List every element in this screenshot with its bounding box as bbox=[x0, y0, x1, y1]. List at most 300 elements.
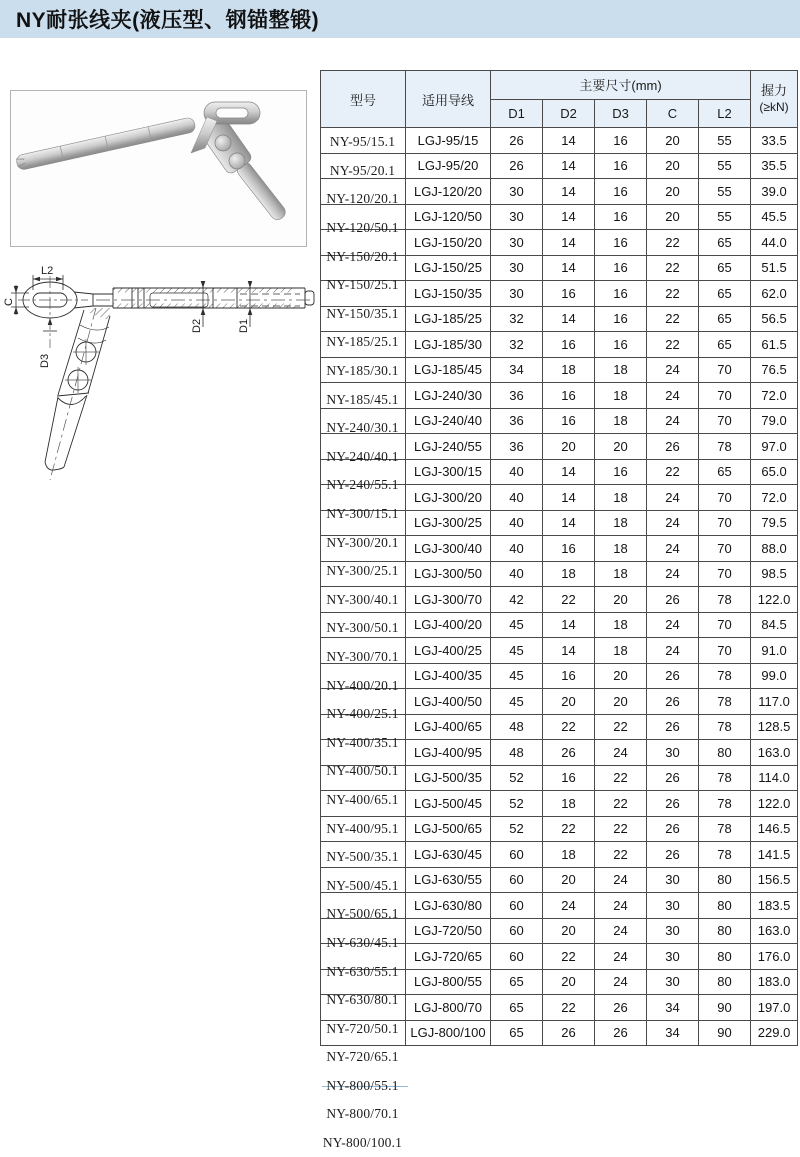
model-cell-placeholder bbox=[321, 332, 406, 358]
value-cell: 14 bbox=[543, 459, 595, 485]
table-row bbox=[321, 383, 798, 409]
value-cell: 22 bbox=[543, 816, 595, 842]
value-cell: 26 bbox=[647, 689, 699, 715]
model-cell-placeholder bbox=[321, 536, 406, 562]
model-cell-placeholder bbox=[321, 1020, 406, 1046]
header-grip-line1: 握力 bbox=[761, 82, 788, 98]
value-cell: 24 bbox=[595, 867, 647, 893]
table-row bbox=[321, 587, 798, 613]
value-cell: 39.0 bbox=[751, 179, 798, 205]
value-cell: 30 bbox=[491, 179, 543, 205]
value-cell: 97.0 bbox=[751, 434, 798, 460]
value-cell: 22 bbox=[647, 332, 699, 358]
value-cell: 70 bbox=[699, 536, 751, 562]
conductor-cell: LGJ-240/40 bbox=[406, 408, 491, 434]
model-cell-placeholder bbox=[321, 612, 406, 638]
value-cell: 20 bbox=[543, 918, 595, 944]
table-row bbox=[321, 485, 798, 511]
value-cell: 26 bbox=[543, 740, 595, 766]
model-label: NY-150/20.1 bbox=[326, 248, 399, 264]
value-cell: 80 bbox=[699, 918, 751, 944]
header-grip-line2: (≥kN) bbox=[759, 100, 789, 114]
conductor-cell: LGJ-150/25 bbox=[406, 255, 491, 281]
value-cell: 18 bbox=[595, 612, 647, 638]
value-cell: 40 bbox=[491, 459, 543, 485]
dim-label-c: C bbox=[3, 298, 15, 306]
table-row bbox=[321, 459, 798, 485]
value-cell: 78 bbox=[699, 587, 751, 613]
value-cell: 18 bbox=[595, 383, 647, 409]
conductor-cell: LGJ-500/45 bbox=[406, 791, 491, 817]
table-row bbox=[321, 408, 798, 434]
value-cell: 18 bbox=[595, 510, 647, 536]
value-cell: 30 bbox=[647, 918, 699, 944]
value-cell: 55 bbox=[699, 179, 751, 205]
value-cell: 24 bbox=[647, 485, 699, 511]
model-label: NY-120/50.1 bbox=[326, 220, 399, 236]
value-cell: 163.0 bbox=[751, 740, 798, 766]
value-cell: 55 bbox=[699, 153, 751, 179]
value-cell: 197.0 bbox=[751, 995, 798, 1021]
value-cell: 183.0 bbox=[751, 969, 798, 995]
value-cell: 60 bbox=[491, 918, 543, 944]
value-cell: 70 bbox=[699, 408, 751, 434]
header-dims-group: 主要尺寸(mm) bbox=[491, 71, 751, 100]
model-cell-placeholder bbox=[321, 816, 406, 842]
value-cell: 24 bbox=[543, 893, 595, 919]
dim-label-d1: D1 bbox=[238, 318, 250, 333]
value-cell: 14 bbox=[543, 255, 595, 281]
header-grip bbox=[751, 71, 798, 128]
conductor-cell: LGJ-300/25 bbox=[406, 510, 491, 536]
value-cell: 30 bbox=[647, 867, 699, 893]
header-c: C bbox=[647, 99, 699, 128]
value-cell: 36 bbox=[491, 408, 543, 434]
value-cell: 30 bbox=[647, 944, 699, 970]
conductor-cell: LGJ-185/45 bbox=[406, 357, 491, 383]
model-label: NY-500/35.1 bbox=[326, 849, 399, 865]
value-cell: 45 bbox=[491, 689, 543, 715]
value-cell: 45.5 bbox=[751, 204, 798, 230]
conductor-cell: LGJ-630/45 bbox=[406, 842, 491, 868]
value-cell: 70 bbox=[699, 638, 751, 664]
value-cell: 24 bbox=[595, 893, 647, 919]
value-cell: 35.5 bbox=[751, 153, 798, 179]
photo-bolt-boss-1 bbox=[215, 135, 231, 151]
value-cell: 79.5 bbox=[751, 510, 798, 536]
model-label: NY-720/50.1 bbox=[326, 1020, 399, 1036]
model-cell-placeholder bbox=[321, 434, 406, 460]
header-d1: D1 bbox=[491, 99, 543, 128]
value-cell: 16 bbox=[595, 281, 647, 307]
value-cell: 16 bbox=[595, 230, 647, 256]
value-cell: 80 bbox=[699, 893, 751, 919]
model-label: NY-400/25.1 bbox=[326, 706, 399, 722]
value-cell: 78 bbox=[699, 689, 751, 715]
value-cell: 24 bbox=[595, 944, 647, 970]
value-cell: 26 bbox=[647, 765, 699, 791]
dimension-diagram-image bbox=[0, 250, 320, 585]
value-cell: 60 bbox=[491, 944, 543, 970]
value-cell: 90 bbox=[699, 1020, 751, 1046]
value-cell: 26 bbox=[647, 434, 699, 460]
model-cell-placeholder bbox=[321, 153, 406, 179]
table-row bbox=[321, 179, 798, 205]
value-cell: 42 bbox=[491, 587, 543, 613]
value-cell: 22 bbox=[595, 816, 647, 842]
value-cell: 24 bbox=[647, 612, 699, 638]
model-label: NY-630/55.1 bbox=[326, 963, 399, 979]
value-cell: 78 bbox=[699, 765, 751, 791]
value-cell: 24 bbox=[647, 561, 699, 587]
value-cell: 65 bbox=[699, 281, 751, 307]
value-cell: 65 bbox=[699, 306, 751, 332]
value-cell: 78 bbox=[699, 791, 751, 817]
value-cell: 183.5 bbox=[751, 893, 798, 919]
model-label: NY-150/35.1 bbox=[326, 305, 399, 321]
value-cell: 78 bbox=[699, 663, 751, 689]
value-cell: 65 bbox=[491, 969, 543, 995]
value-cell: 26 bbox=[647, 663, 699, 689]
value-cell: 141.5 bbox=[751, 842, 798, 868]
model-label: NY-300/20.1 bbox=[326, 534, 399, 550]
table-row bbox=[321, 765, 798, 791]
model-cell-placeholder bbox=[321, 638, 406, 664]
value-cell: 26 bbox=[647, 714, 699, 740]
conductor-cell: LGJ-720/50 bbox=[406, 918, 491, 944]
conductor-cell: LGJ-400/65 bbox=[406, 714, 491, 740]
model-cell-placeholder bbox=[321, 204, 406, 230]
conductor-cell: LGJ-800/100 bbox=[406, 1020, 491, 1046]
value-cell: 14 bbox=[543, 230, 595, 256]
model-cell-placeholder bbox=[321, 485, 406, 511]
table-row bbox=[321, 1020, 798, 1046]
conductor-cell: LGJ-400/95 bbox=[406, 740, 491, 766]
value-cell: 16 bbox=[595, 306, 647, 332]
value-cell: 20 bbox=[647, 128, 699, 154]
conductor-cell: LGJ-800/70 bbox=[406, 995, 491, 1021]
header-model: 型号 bbox=[321, 71, 406, 128]
header-d3: D3 bbox=[595, 99, 647, 128]
page-title: NY耐张线夹(液压型、钢锚整锻) bbox=[16, 9, 320, 32]
value-cell: 78 bbox=[699, 816, 751, 842]
value-cell: 60 bbox=[491, 867, 543, 893]
artifact-line bbox=[322, 1086, 408, 1087]
value-cell: 18 bbox=[543, 842, 595, 868]
conductor-cell: LGJ-95/20 bbox=[406, 153, 491, 179]
value-cell: 30 bbox=[491, 230, 543, 256]
table-row bbox=[321, 434, 798, 460]
model-cell-placeholder bbox=[321, 281, 406, 307]
model-cell-placeholder bbox=[321, 765, 406, 791]
value-cell: 24 bbox=[595, 740, 647, 766]
model-label: NY-500/65.1 bbox=[326, 906, 399, 922]
table-row bbox=[321, 638, 798, 664]
conductor-cell: LGJ-240/55 bbox=[406, 434, 491, 460]
conductor-cell: LGJ-500/35 bbox=[406, 765, 491, 791]
value-cell: 65.0 bbox=[751, 459, 798, 485]
value-cell: 14 bbox=[543, 510, 595, 536]
value-cell: 40 bbox=[491, 561, 543, 587]
value-cell: 18 bbox=[595, 638, 647, 664]
photo-anchor-tube bbox=[234, 160, 288, 223]
value-cell: 78 bbox=[699, 714, 751, 740]
table-row bbox=[321, 816, 798, 842]
model-label: NY-400/20.1 bbox=[326, 677, 399, 693]
value-cell: 45 bbox=[491, 663, 543, 689]
value-cell: 16 bbox=[595, 255, 647, 281]
value-cell: 56.5 bbox=[751, 306, 798, 332]
conductor-cell: LGJ-150/20 bbox=[406, 230, 491, 256]
table-row bbox=[321, 230, 798, 256]
conductor-cell: LGJ-400/20 bbox=[406, 612, 491, 638]
conductor-cell: LGJ-500/65 bbox=[406, 816, 491, 842]
table-row bbox=[321, 867, 798, 893]
value-cell: 24 bbox=[647, 357, 699, 383]
model-cell-placeholder bbox=[321, 995, 406, 1021]
value-cell: 14 bbox=[543, 485, 595, 511]
value-cell: 24 bbox=[647, 408, 699, 434]
value-cell: 14 bbox=[543, 612, 595, 638]
value-cell: 48 bbox=[491, 714, 543, 740]
value-cell: 26 bbox=[543, 1020, 595, 1046]
conductor-cell: LGJ-95/15 bbox=[406, 128, 491, 154]
table-row bbox=[321, 791, 798, 817]
model-cell-placeholder bbox=[321, 714, 406, 740]
value-cell: 55 bbox=[699, 128, 751, 154]
model-label: NY-240/40.1 bbox=[326, 448, 399, 464]
table-row bbox=[321, 510, 798, 536]
value-cell: 14 bbox=[543, 638, 595, 664]
value-cell: 52 bbox=[491, 816, 543, 842]
value-cell: 14 bbox=[543, 128, 595, 154]
conductor-cell: LGJ-300/70 bbox=[406, 587, 491, 613]
value-cell: 26 bbox=[647, 816, 699, 842]
conductor-cell: LGJ-300/40 bbox=[406, 536, 491, 562]
value-cell: 65 bbox=[491, 1020, 543, 1046]
value-cell: 70 bbox=[699, 383, 751, 409]
value-cell: 16 bbox=[543, 408, 595, 434]
value-cell: 26 bbox=[595, 995, 647, 1021]
value-cell: 55 bbox=[699, 204, 751, 230]
model-cell-placeholder bbox=[321, 918, 406, 944]
table-row bbox=[321, 714, 798, 740]
value-cell: 24 bbox=[647, 536, 699, 562]
value-cell: 65 bbox=[699, 332, 751, 358]
value-cell: 22 bbox=[647, 230, 699, 256]
model-label: NY-185/45.1 bbox=[326, 391, 399, 407]
dim-label-d3: D3 bbox=[39, 353, 51, 368]
value-cell: 24 bbox=[647, 510, 699, 536]
spec-table-body bbox=[321, 128, 798, 1046]
value-cell: 20 bbox=[543, 434, 595, 460]
value-cell: 26 bbox=[491, 128, 543, 154]
value-cell: 18 bbox=[595, 536, 647, 562]
product-photo-image bbox=[11, 91, 306, 246]
table-row bbox=[321, 204, 798, 230]
header-l2: L2 bbox=[699, 99, 751, 128]
value-cell: 20 bbox=[543, 689, 595, 715]
model-label: NY-300/50.1 bbox=[326, 620, 399, 636]
value-cell: 65 bbox=[699, 255, 751, 281]
value-cell: 26 bbox=[647, 842, 699, 868]
value-cell: 80 bbox=[699, 867, 751, 893]
value-cell: 70 bbox=[699, 612, 751, 638]
conductor-cell: LGJ-300/15 bbox=[406, 459, 491, 485]
value-cell: 18 bbox=[543, 791, 595, 817]
model-label: NY-400/65.1 bbox=[326, 791, 399, 807]
value-cell: 40 bbox=[491, 536, 543, 562]
table-row bbox=[321, 357, 798, 383]
value-cell: 32 bbox=[491, 332, 543, 358]
table-row bbox=[321, 944, 798, 970]
conductor-cell: LGJ-185/30 bbox=[406, 332, 491, 358]
value-cell: 99.0 bbox=[751, 663, 798, 689]
value-cell: 44.0 bbox=[751, 230, 798, 256]
value-cell: 45 bbox=[491, 638, 543, 664]
value-cell: 16 bbox=[595, 179, 647, 205]
model-label: NY-300/25.1 bbox=[326, 563, 399, 579]
table-row bbox=[321, 740, 798, 766]
value-cell: 70 bbox=[699, 561, 751, 587]
value-cell: 20 bbox=[543, 867, 595, 893]
model-cell-placeholder bbox=[321, 383, 406, 409]
model-cell-placeholder bbox=[321, 791, 406, 817]
model-cell-placeholder bbox=[321, 689, 406, 715]
value-cell: 14 bbox=[543, 153, 595, 179]
model-cell-placeholder bbox=[321, 561, 406, 587]
model-label: NY-95/15.1 bbox=[329, 134, 396, 150]
value-cell: 78 bbox=[699, 434, 751, 460]
conductor-cell: LGJ-800/55 bbox=[406, 969, 491, 995]
value-cell: 72.0 bbox=[751, 485, 798, 511]
value-cell: 32 bbox=[491, 306, 543, 332]
model-label: NY-120/20.1 bbox=[326, 191, 399, 207]
table-row bbox=[321, 255, 798, 281]
value-cell: 22 bbox=[595, 791, 647, 817]
table-row bbox=[321, 306, 798, 332]
value-cell: 20 bbox=[595, 434, 647, 460]
dim-label-l2: L2 bbox=[41, 265, 54, 277]
model-cell-placeholder bbox=[321, 867, 406, 893]
value-cell: 24 bbox=[595, 918, 647, 944]
model-cell-placeholder bbox=[321, 510, 406, 536]
value-cell: 26 bbox=[595, 1020, 647, 1046]
dimension-diagram bbox=[0, 250, 320, 585]
dim-label-d2: D2 bbox=[191, 318, 203, 333]
value-cell: 146.5 bbox=[751, 816, 798, 842]
value-cell: 80 bbox=[699, 740, 751, 766]
model-cell-placeholder bbox=[321, 842, 406, 868]
value-cell: 79.0 bbox=[751, 408, 798, 434]
table-row bbox=[321, 561, 798, 587]
value-cell: 65 bbox=[699, 459, 751, 485]
value-cell: 128.5 bbox=[751, 714, 798, 740]
value-cell: 22 bbox=[647, 255, 699, 281]
model-label: NY-95/20.1 bbox=[329, 162, 396, 178]
conductor-cell: LGJ-150/35 bbox=[406, 281, 491, 307]
value-cell: 45 bbox=[491, 612, 543, 638]
value-cell: 24 bbox=[647, 383, 699, 409]
value-cell: 52 bbox=[491, 765, 543, 791]
model-label: NY-240/30.1 bbox=[326, 420, 399, 436]
model-label: NY-185/25.1 bbox=[326, 334, 399, 350]
value-cell: 90 bbox=[699, 995, 751, 1021]
value-cell: 52 bbox=[491, 791, 543, 817]
model-label: NY-300/40.1 bbox=[326, 591, 399, 607]
table-row bbox=[321, 969, 798, 995]
table-row bbox=[321, 663, 798, 689]
model-cell-placeholder bbox=[321, 408, 406, 434]
value-cell: 20 bbox=[543, 969, 595, 995]
value-cell: 61.5 bbox=[751, 332, 798, 358]
value-cell: 18 bbox=[595, 357, 647, 383]
header-conductor: 适用导线 bbox=[406, 71, 491, 128]
value-cell: 30 bbox=[491, 255, 543, 281]
value-cell: 20 bbox=[595, 587, 647, 613]
value-cell: 229.0 bbox=[751, 1020, 798, 1046]
model-label: NY-300/70.1 bbox=[326, 648, 399, 664]
value-cell: 22 bbox=[595, 714, 647, 740]
value-cell: 24 bbox=[647, 638, 699, 664]
conductor-cell: LGJ-185/25 bbox=[406, 306, 491, 332]
value-cell: 176.0 bbox=[751, 944, 798, 970]
value-cell: 16 bbox=[543, 536, 595, 562]
table-row bbox=[321, 332, 798, 358]
value-cell: 34 bbox=[647, 1020, 699, 1046]
value-cell: 22 bbox=[595, 765, 647, 791]
conductor-cell: LGJ-630/55 bbox=[406, 867, 491, 893]
model-label: NY-800/100.1 bbox=[322, 1135, 403, 1151]
value-cell: 22 bbox=[595, 842, 647, 868]
value-cell: 22 bbox=[647, 306, 699, 332]
value-cell: 70 bbox=[699, 357, 751, 383]
conductor-cell: LGJ-240/30 bbox=[406, 383, 491, 409]
value-cell: 20 bbox=[647, 204, 699, 230]
model-cell-placeholder bbox=[321, 944, 406, 970]
value-cell: 26 bbox=[647, 587, 699, 613]
value-cell: 14 bbox=[543, 204, 595, 230]
model-label: NY-500/45.1 bbox=[326, 877, 399, 893]
value-cell: 76.5 bbox=[751, 357, 798, 383]
value-cell: 84.5 bbox=[751, 612, 798, 638]
value-cell: 18 bbox=[595, 408, 647, 434]
value-cell: 16 bbox=[595, 128, 647, 154]
value-cell: 30 bbox=[647, 740, 699, 766]
value-cell: 14 bbox=[543, 306, 595, 332]
value-cell: 34 bbox=[647, 995, 699, 1021]
photo-main-sleeve bbox=[15, 117, 196, 171]
value-cell: 33.5 bbox=[751, 128, 798, 154]
value-cell: 114.0 bbox=[751, 765, 798, 791]
conductor-cell: LGJ-400/35 bbox=[406, 663, 491, 689]
value-cell: 18 bbox=[595, 485, 647, 511]
table-row bbox=[321, 893, 798, 919]
value-cell: 16 bbox=[543, 663, 595, 689]
value-cell: 20 bbox=[647, 153, 699, 179]
conductor-cell: LGJ-120/20 bbox=[406, 179, 491, 205]
conductor-cell: LGJ-120/50 bbox=[406, 204, 491, 230]
conductor-cell: LGJ-400/25 bbox=[406, 638, 491, 664]
model-label: NY-400/95.1 bbox=[326, 820, 399, 836]
model-label: NY-630/45.1 bbox=[326, 934, 399, 950]
spec-table-header bbox=[321, 71, 798, 128]
model-label: NY-240/55.1 bbox=[326, 477, 399, 493]
model-cell-placeholder bbox=[321, 459, 406, 485]
model-label: NY-300/15.1 bbox=[326, 506, 399, 522]
value-cell: 26 bbox=[647, 791, 699, 817]
value-cell: 80 bbox=[699, 969, 751, 995]
